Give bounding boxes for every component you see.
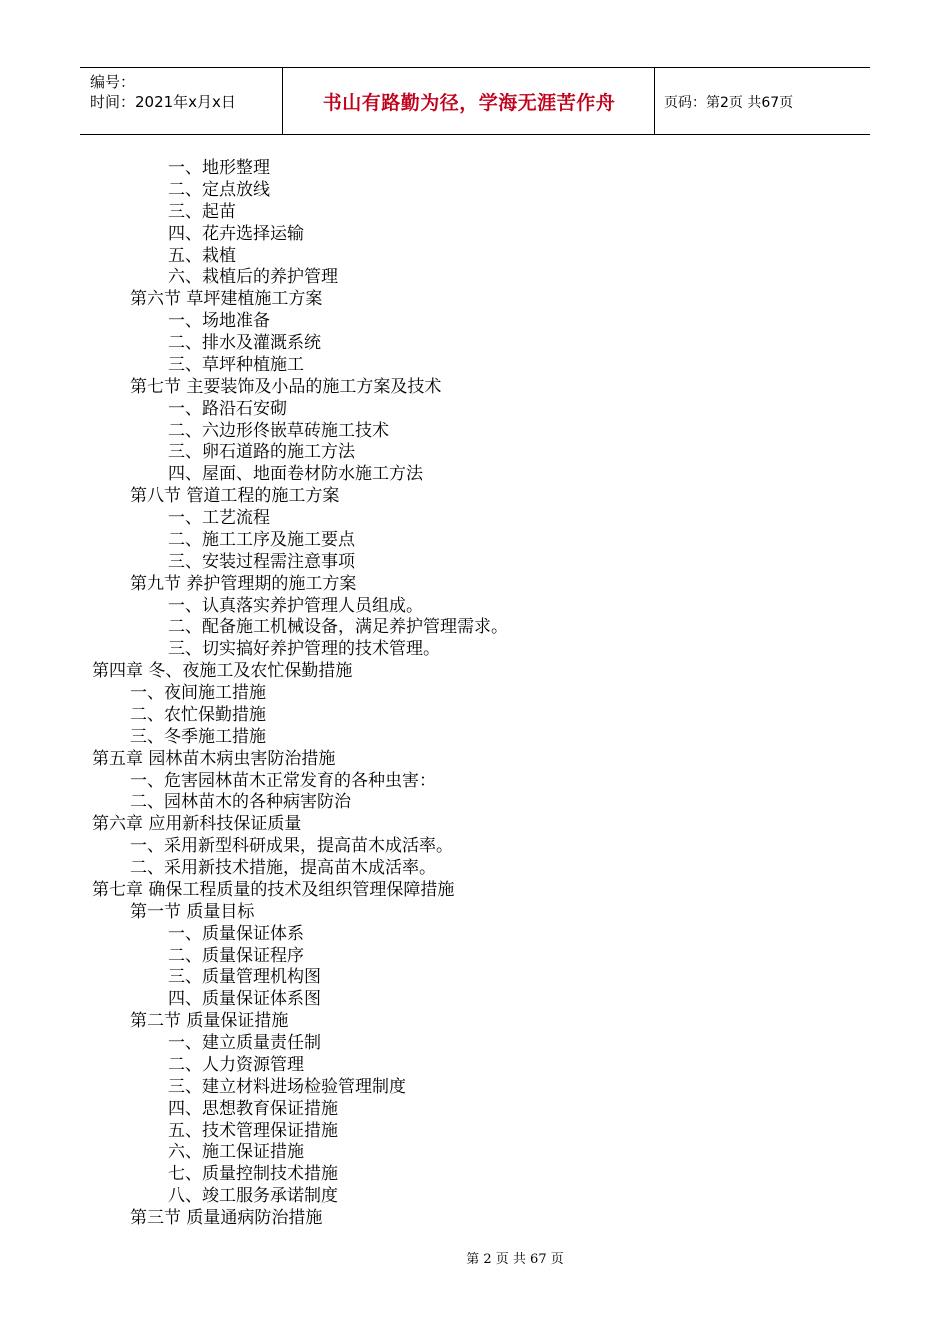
toc-entry: 四、思想教育保证措施 — [168, 1098, 338, 1119]
header-divider-left — [282, 68, 283, 134]
toc-entry: 一、危害园林苗木正常发育的各种虫害： — [130, 770, 436, 791]
toc-entry: 五、栽植 — [168, 245, 236, 266]
toc-entry: 二、定点放线 — [168, 179, 270, 200]
toc-entry: 第六章 应用新科技保证质量 — [92, 814, 302, 835]
page-header — [80, 67, 870, 135]
toc-entry: 一、夜间施工措施 — [130, 683, 266, 703]
toc-entry: 二、六边形佟嵌草砖施工技术 — [168, 420, 389, 441]
header-divider-right — [654, 68, 655, 134]
document-time-label: 时间：2021年x月x日 — [90, 93, 236, 111]
toc-entry: 第五章 园林苗木病虫害防治措施 — [92, 748, 336, 769]
toc-entry: 第七节 主要装饰及小品的施工方案及技术 — [130, 376, 442, 397]
toc-entry: 二、质量保证程序 — [168, 945, 304, 966]
toc-entry: 三、起苗 — [168, 201, 236, 222]
toc-entry: 三、冬季施工措施 — [130, 726, 266, 747]
toc-entry: 第一节 质量目标 — [130, 901, 255, 922]
toc-entry: 二、排水及灌溉系统 — [168, 333, 321, 353]
header-page-info: 页码：第2页 共67页 — [664, 94, 794, 111]
toc-entry: 三、安装过程需注意事项 — [168, 551, 355, 572]
toc-entry: 八、竣工服务承诺制度 — [168, 1186, 338, 1207]
table-of-contents — [0, 158, 950, 1230]
document-number-label: 编号： — [90, 73, 136, 91]
toc-entry: 一、场地准备 — [168, 311, 270, 332]
toc-entry: 四、花卉选择运输 — [168, 223, 304, 244]
toc-entry: 一、工艺流程 — [168, 508, 270, 528]
toc-entry: 一、质量保证体系 — [168, 923, 304, 944]
toc-entry: 一、建立质量责任制 — [168, 1033, 321, 1053]
toc-entry: 二、采用新技术措施，提高苗木成活率。 — [130, 858, 436, 878]
toc-entry: 二、人力资源管理 — [168, 1054, 304, 1075]
toc-entry: 三、质量管理机构图 — [168, 967, 321, 988]
toc-entry: 一、路沿石安砌 — [168, 398, 287, 419]
toc-entry: 七、质量控制技术措施 — [168, 1164, 338, 1185]
toc-entry: 六、施工保证措施 — [168, 1142, 304, 1163]
toc-entry: 五、技术管理保证措施 — [168, 1120, 338, 1141]
toc-entry: 第四章 冬、夜施工及农忙保勤措施 — [92, 661, 353, 682]
toc-entry: 二、施工工序及施工要点 — [168, 529, 355, 550]
toc-entry: 三、卵石道路的施工方法 — [168, 442, 355, 463]
toc-entry: 四、质量保证体系图 — [168, 989, 321, 1010]
toc-entry: 六、栽植后的养护管理 — [168, 267, 338, 288]
toc-entry: 第三节 质量通病防治措施 — [130, 1208, 323, 1228]
toc-entry: 二、农忙保勤措施 — [130, 704, 266, 725]
toc-entry: 三、草坪种植施工 — [168, 354, 304, 375]
toc-entry: 第二节 质量保证措施 — [130, 1011, 289, 1032]
toc-entry: 四、屋面、地面卷材防水施工方法 — [168, 464, 423, 485]
header-motto: 书山有路勤为径，学海无涯苦作舟 — [322, 92, 616, 114]
toc-entry: 三、建立材料进场检验管理制度 — [168, 1076, 406, 1097]
header-meta — [90, 72, 236, 112]
toc-entry: 二、园林苗木的各种病害防治 — [130, 792, 351, 813]
toc-entry: 第七章 确保工程质量的技术及组织管理保障措施 — [92, 879, 455, 900]
toc-entry: 第六节 草坪建植施工方案 — [130, 289, 323, 310]
toc-entry: 三、切实搞好养护管理的技术管理。 — [168, 639, 440, 660]
toc-entry: 第八节 管道工程的施工方案 — [130, 486, 340, 507]
page-footer: 第 2 页 共 67 页 — [466, 1252, 564, 1267]
toc-entry: 二、配备施工机械设备，满足养护管理需求。 — [168, 617, 508, 638]
toc-entry: 一、采用新型科研成果，提高苗木成活率。 — [130, 836, 453, 857]
toc-entry: 一、认真落实养护管理人员组成。 — [168, 595, 423, 616]
toc-entry: 一、地形整理 — [168, 158, 270, 178]
toc-entry: 第九节 养护管理期的施工方案 — [130, 573, 357, 594]
